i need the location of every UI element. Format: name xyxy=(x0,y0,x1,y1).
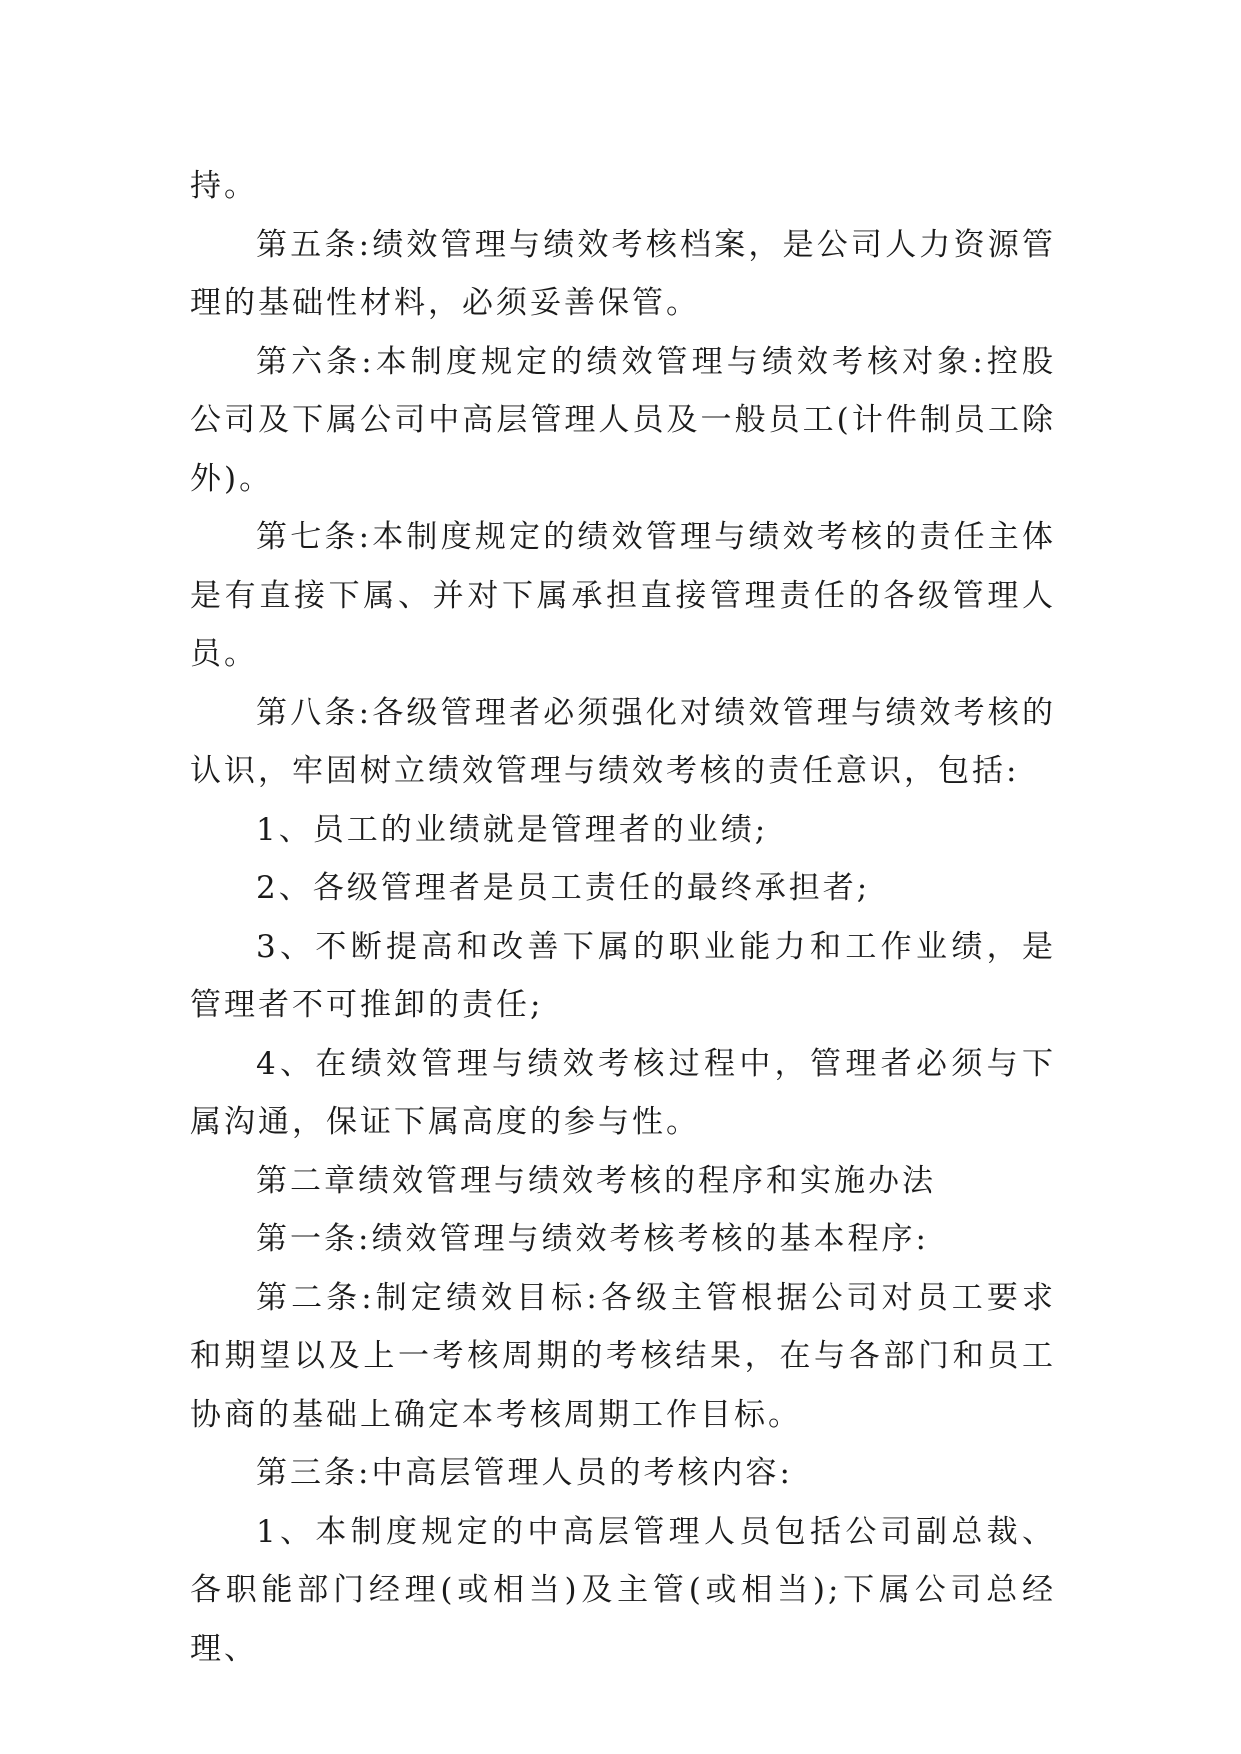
list-item-1-management-scope: 1、本制度规定的中高层管理人员包括公司副总裁、各职能部门经理(或相当)及主管(或相当);下属公司总经理、 xyxy=(190,1513,1056,1667)
list-item-2: 2、各级管理者是员工责任的最终承担者; xyxy=(256,870,871,906)
paragraph-article-8: 第八条:各级管理者必须强化对绩效管理与绩效考核的认识，牢固树立绩效管理与绩效考核的责任意识，包括: xyxy=(190,694,1056,789)
paragraph-chapter2-article-2: 第二条:制定绩效目标:各级主管根据公司对员工要求和期望以及上一考核周期的考核结果，在与各部门和员工协商的基础上确定本考核周期工作目标。 xyxy=(190,1279,1056,1433)
paragraph-article-6: 第六条:本制度规定的绩效管理与绩效考核对象:控股公司及下属公司中高层管理人员及一般员工(计件制员工除外)。 xyxy=(190,343,1056,497)
list-item-3: 3、不断提高和改善下属的职业能力和工作业绩，是管理者不可推卸的责任; xyxy=(190,928,1056,1023)
paragraph-article-7: 第七条:本制度规定的绩效管理与绩效考核的责任主体是有直接下属、并对下属承担直接管理责任的各级管理人员。 xyxy=(190,519,1056,672)
list-item-4: 4、在绩效管理与绩效考核过程中，管理者必须与下属沟通，保证下属高度的参与性。 xyxy=(190,1045,1056,1140)
paragraph-article-5: 第五条:绩效管理与绩效考核档案，是公司人力资源管理的基础性材料，必须妥善保管。 xyxy=(190,226,1056,321)
paragraph-chapter2-article-3: 第三条:中高层管理人员的考核内容: xyxy=(256,1455,793,1491)
chapter-heading: 第二章绩效管理与绩效考核的程序和实施办法 xyxy=(256,1162,936,1199)
list-item-1: 1、员工的业绩就是管理者的业绩; xyxy=(256,811,769,848)
paragraph-chapter2-article-1: 第一条:绩效管理与绩效考核考核的基本程序: xyxy=(256,1221,929,1257)
paragraph-continuation: 持。 xyxy=(190,168,258,204)
document-body xyxy=(190,157,1056,1678)
